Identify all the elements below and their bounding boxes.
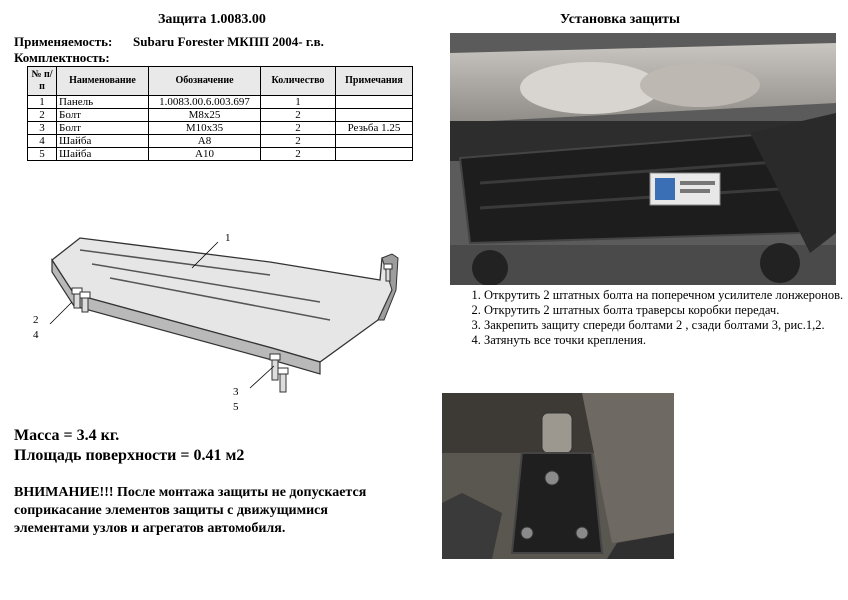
cell-number: 3 — [28, 122, 57, 135]
cell-number: 1 — [28, 96, 57, 109]
cell-designation: 1.0083.00.6.003.697 — [149, 96, 261, 109]
install-steps — [444, 288, 848, 348]
area-text: Площадь поверхности = 0.41 м2 — [14, 447, 245, 464]
cell-designation: М10х35 — [149, 122, 261, 135]
install-photo-1 — [450, 33, 836, 285]
cell-name: Шайба — [57, 148, 149, 161]
step-item: 1. Открутить 2 штатных болта на поперечном усилителе лонжеронов. — [484, 288, 848, 303]
cell-number: 2 — [28, 109, 57, 122]
table-row — [28, 148, 413, 161]
col-header-name: Наименование — [57, 67, 149, 96]
cell-notes — [336, 148, 413, 161]
cell-name: Болт — [57, 122, 149, 135]
callout-4: 4 — [33, 329, 39, 341]
cell-quantity: 2 — [261, 122, 336, 135]
callout-5: 5 — [233, 401, 239, 413]
cell-quantity: 1 — [261, 96, 336, 109]
install-title: Установка защиты — [560, 12, 680, 27]
cell-name: Панель — [57, 96, 149, 109]
leader-2 — [50, 302, 72, 324]
step-item: 4. Затянуть все точки крепления. — [484, 333, 848, 348]
document-title: Защита 1.0083.00 — [158, 12, 266, 27]
leader-3 — [250, 366, 274, 388]
cell-notes: Резьба 1.25 — [336, 122, 413, 135]
kit-label: Комплектность: — [14, 50, 110, 65]
cell-designation: А10 — [149, 148, 261, 161]
mass-text: Масса = 3.4 кг. — [14, 427, 120, 444]
cell-quantity: 2 — [261, 148, 336, 161]
table-row — [28, 135, 413, 148]
table-header-row — [28, 67, 413, 96]
col-header-notes: Примечания — [336, 67, 413, 96]
cell-designation: А8 — [149, 135, 261, 148]
cell-number: 5 — [28, 148, 57, 161]
cell-notes — [336, 135, 413, 148]
cell-designation: М8х25 — [149, 109, 261, 122]
table-row — [28, 109, 413, 122]
col-header-number: № п/п — [28, 67, 57, 96]
step-item: 3. Закрепить защиту спереди болтами 2 , сзади болтами 3, рис.1,2. — [484, 318, 848, 333]
kit-table — [27, 66, 413, 161]
applicability-value: Subaru Forester МКПП 2004- г.в. — [133, 34, 324, 49]
callout-3: 3 — [233, 386, 239, 398]
cell-name: Шайба — [57, 135, 149, 148]
cell-name: Болт — [57, 109, 149, 122]
cell-quantity: 2 — [261, 135, 336, 148]
callout-1: 1 — [225, 232, 231, 244]
table-row — [28, 96, 413, 109]
table-row — [28, 122, 413, 135]
applicability-label: Применяемость: — [14, 34, 113, 49]
cell-notes — [336, 109, 413, 122]
callout-2: 2 — [33, 314, 39, 326]
col-header-designation: Обозначение — [149, 67, 261, 96]
install-photo-2 — [442, 393, 674, 559]
cell-number: 4 — [28, 135, 57, 148]
cell-quantity: 2 — [261, 109, 336, 122]
step-item: 2. Открутить 2 штатных болта траверсы коробки передач. — [484, 303, 848, 318]
cell-notes — [336, 96, 413, 109]
col-header-quantity: Количество — [261, 67, 336, 96]
part-drawing — [20, 220, 420, 420]
warning-text: ВНИМАНИЕ!!! После монтажа защиты не допускается соприкасание элементов защиты с движущимися элементами узлов и агрегатов автомобиля. — [14, 485, 367, 536]
